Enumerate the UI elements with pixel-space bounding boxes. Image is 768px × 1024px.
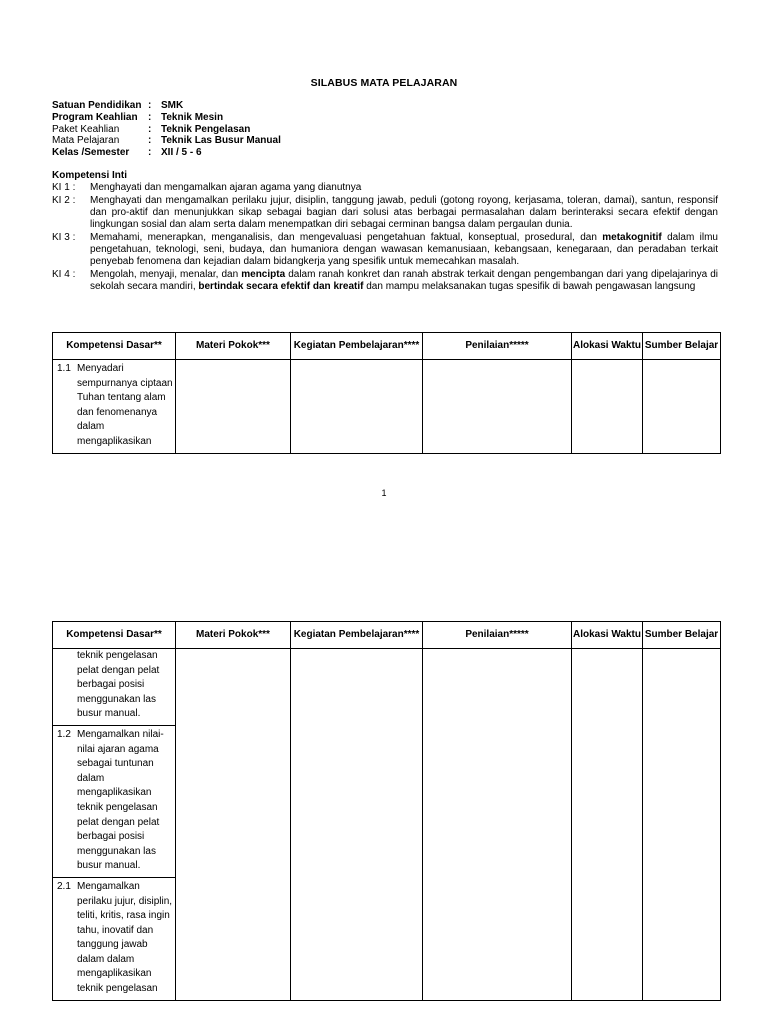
kd-number: 1.2 bbox=[57, 728, 71, 740]
ki-item-4 bbox=[52, 269, 718, 293]
meta-row-program-keahlian bbox=[52, 112, 281, 124]
identity-block bbox=[52, 100, 281, 159]
col-header-sumber-belajar: Sumber Belajar bbox=[643, 622, 721, 649]
table-header-row bbox=[53, 622, 721, 649]
meta-row-satuan-pendidikan bbox=[52, 100, 281, 112]
ki-text-segment: dalam ranah konkret dan ranah abstrak terkait dengan pengembangan dari yang dipelajarinya di sekolah secara mandiri, bbox=[90, 269, 718, 293]
ki-text-emphasis: metakognitif bbox=[602, 232, 662, 243]
syllabus-table-page-1 bbox=[52, 332, 721, 454]
ki-label: KI 4 : bbox=[52, 269, 76, 281]
materi-pokok-cell bbox=[176, 649, 291, 1001]
col-header-kegiatan-pembelajaran: Kegiatan Pembelajaran**** bbox=[291, 622, 423, 649]
kd-cell bbox=[53, 725, 176, 877]
ki-text-segment: Menghayati dan mengamalkan ajaran agama yang dianutnya bbox=[90, 182, 362, 193]
page-number: 1 bbox=[381, 488, 387, 498]
meta-label: Mata Pelajaran bbox=[52, 135, 120, 147]
meta-colon: : bbox=[148, 100, 152, 111]
meta-colon: : bbox=[148, 123, 152, 135]
sumber-cell bbox=[643, 360, 721, 454]
ki-item-3 bbox=[52, 232, 718, 269]
kd-text: Menyadari sempurnanya ciptaan Tuhan tentang alam dan fenomenanya dalam mengaplikasikan bbox=[77, 363, 173, 447]
alokasi-cell bbox=[572, 649, 643, 1001]
kd-cell bbox=[53, 360, 176, 454]
kd-text: Mengamalkan nilai-nilai ajaran agama sebagai tuntunan dalam mengaplikasikan teknik pengelasan pelat dengan pelat berbagai posisi menggunakan las busur manual. bbox=[77, 728, 164, 872]
meta-value: Teknik Las Busur Manual bbox=[161, 135, 281, 147]
meta-row-kelas-semester bbox=[52, 147, 281, 159]
table-header-row bbox=[53, 333, 721, 360]
ki-text bbox=[90, 195, 718, 232]
penilaian-cell bbox=[423, 649, 572, 1001]
meta-row-paket-keahlian bbox=[52, 124, 281, 136]
meta-value: Teknik Pengelasan bbox=[161, 123, 251, 135]
col-header-sumber-belajar: Sumber Belajar bbox=[643, 333, 721, 360]
ki-label: KI 2 : bbox=[52, 194, 76, 206]
meta-value: Teknik Mesin bbox=[161, 111, 224, 123]
table-row bbox=[53, 360, 721, 454]
ki-text-segment: dan mampu melaksanakan tugas spesifik di bawah pengawasan langsung bbox=[363, 281, 696, 293]
syllabus-table-page-2 bbox=[52, 621, 721, 1001]
kegiatan-cell bbox=[291, 360, 423, 454]
kegiatan-cell bbox=[291, 649, 423, 1001]
col-header-kegiatan-pembelajaran: Kegiatan Pembelajaran**** bbox=[291, 333, 423, 360]
col-header-materi-pokok: Materi Pokok*** bbox=[176, 622, 291, 649]
ki-text bbox=[90, 182, 718, 194]
meta-value: XII / 5 - 6 bbox=[161, 147, 202, 159]
ki-item-2 bbox=[52, 195, 718, 232]
col-header-kompetensi-dasar: Kompetensi Dasar** bbox=[53, 333, 176, 360]
ki-text bbox=[90, 269, 718, 293]
kompetensi-inti-heading: Kompetensi Inti bbox=[52, 170, 128, 181]
col-header-kompetensi-dasar: Kompetensi Dasar** bbox=[53, 622, 176, 649]
col-header-penilaian: Penilaian***** bbox=[423, 622, 572, 649]
ki-text-segment: Memahami, menerapkan, menganalisis, dan mengevaluasi pengetahuan faktual, konseptual, prosedural, dan bbox=[90, 232, 603, 243]
ki-text-segment: Menghayati dan mengamalkan perilaku jujur, disiplin, tanggung jawab, peduli (gotong royong, kerjasama, toleran, damai), santun, responsif dan pro-aktif dan menunjukkan sikap sebagai bagian dari solusi atas berbagai permasalahan dalam berinteraksi secara efektif dengan lingkungan sosial dan alam serta dalam menempatkan diri sebagai cerminan bangsa dalam pergaulan dunia. bbox=[90, 194, 718, 231]
ki-text-emphasis: mencipta bbox=[241, 269, 286, 281]
meta-value: SMK bbox=[161, 100, 184, 111]
kd-text: Mengamalkan perilaku jujur, disiplin, teliti, kritis, rasa ingin tahu, inovatif dan tanggung jawab dalam dalam mengaplikasikan teknik pengelasan bbox=[77, 880, 173, 995]
table-row bbox=[53, 649, 721, 726]
kd-cell-continuation bbox=[53, 649, 176, 726]
meta-colon: : bbox=[148, 147, 152, 159]
ki-text-segment: dalam ilmu pengetahuan, teknologi, seni, budaya, dan humaniora dengan wawasan kemanusiaan, kebangsaan, kenegaraan, dan peradaban terkait penyebab fenomena dan kejadian dalam bidangkerja yang spesifik untuk memecahkan masalah. bbox=[90, 232, 718, 268]
ki-label: KI 1 : bbox=[52, 182, 76, 193]
ki-text-segment: Mengolah, menyaji, menalar, dan bbox=[90, 269, 242, 281]
kd-cell bbox=[53, 877, 176, 1000]
penilaian-cell bbox=[423, 360, 572, 454]
kd-text: teknik pengelasan pelat dengan pelat berbagai posisi menggunakan las busur manual. bbox=[77, 650, 160, 720]
kd-number: 2.1 bbox=[57, 880, 71, 892]
ki-text bbox=[90, 232, 718, 269]
meta-label: Paket Keahlian bbox=[52, 123, 120, 135]
kompetensi-inti-list bbox=[52, 182, 718, 294]
meta-colon: : bbox=[148, 111, 152, 123]
kd-number: 1.1 bbox=[57, 363, 71, 374]
ki-label: KI 3 : bbox=[52, 232, 76, 243]
alokasi-cell bbox=[572, 360, 643, 454]
document-title: SILABUS MATA PELAJARAN bbox=[310, 77, 458, 89]
sumber-cell bbox=[643, 649, 721, 1001]
ki-item-1 bbox=[52, 182, 718, 194]
meta-label: Satuan Pendidikan bbox=[52, 100, 142, 111]
ki-text-emphasis: bertindak secara efektif dan kreatif bbox=[198, 281, 364, 293]
meta-row-mata-pelajaran bbox=[52, 135, 281, 147]
meta-colon: : bbox=[148, 135, 152, 147]
meta-label: Program Keahlian bbox=[52, 111, 138, 123]
col-header-materi-pokok: Materi Pokok*** bbox=[176, 333, 291, 360]
col-header-alokasi-waktu: Alokasi Waktu bbox=[572, 622, 643, 649]
col-header-penilaian: Penilaian***** bbox=[423, 333, 572, 360]
col-header-alokasi-waktu: Alokasi Waktu bbox=[572, 333, 643, 360]
materi-pokok-cell bbox=[176, 360, 291, 454]
meta-label: Kelas /Semester bbox=[52, 147, 130, 159]
